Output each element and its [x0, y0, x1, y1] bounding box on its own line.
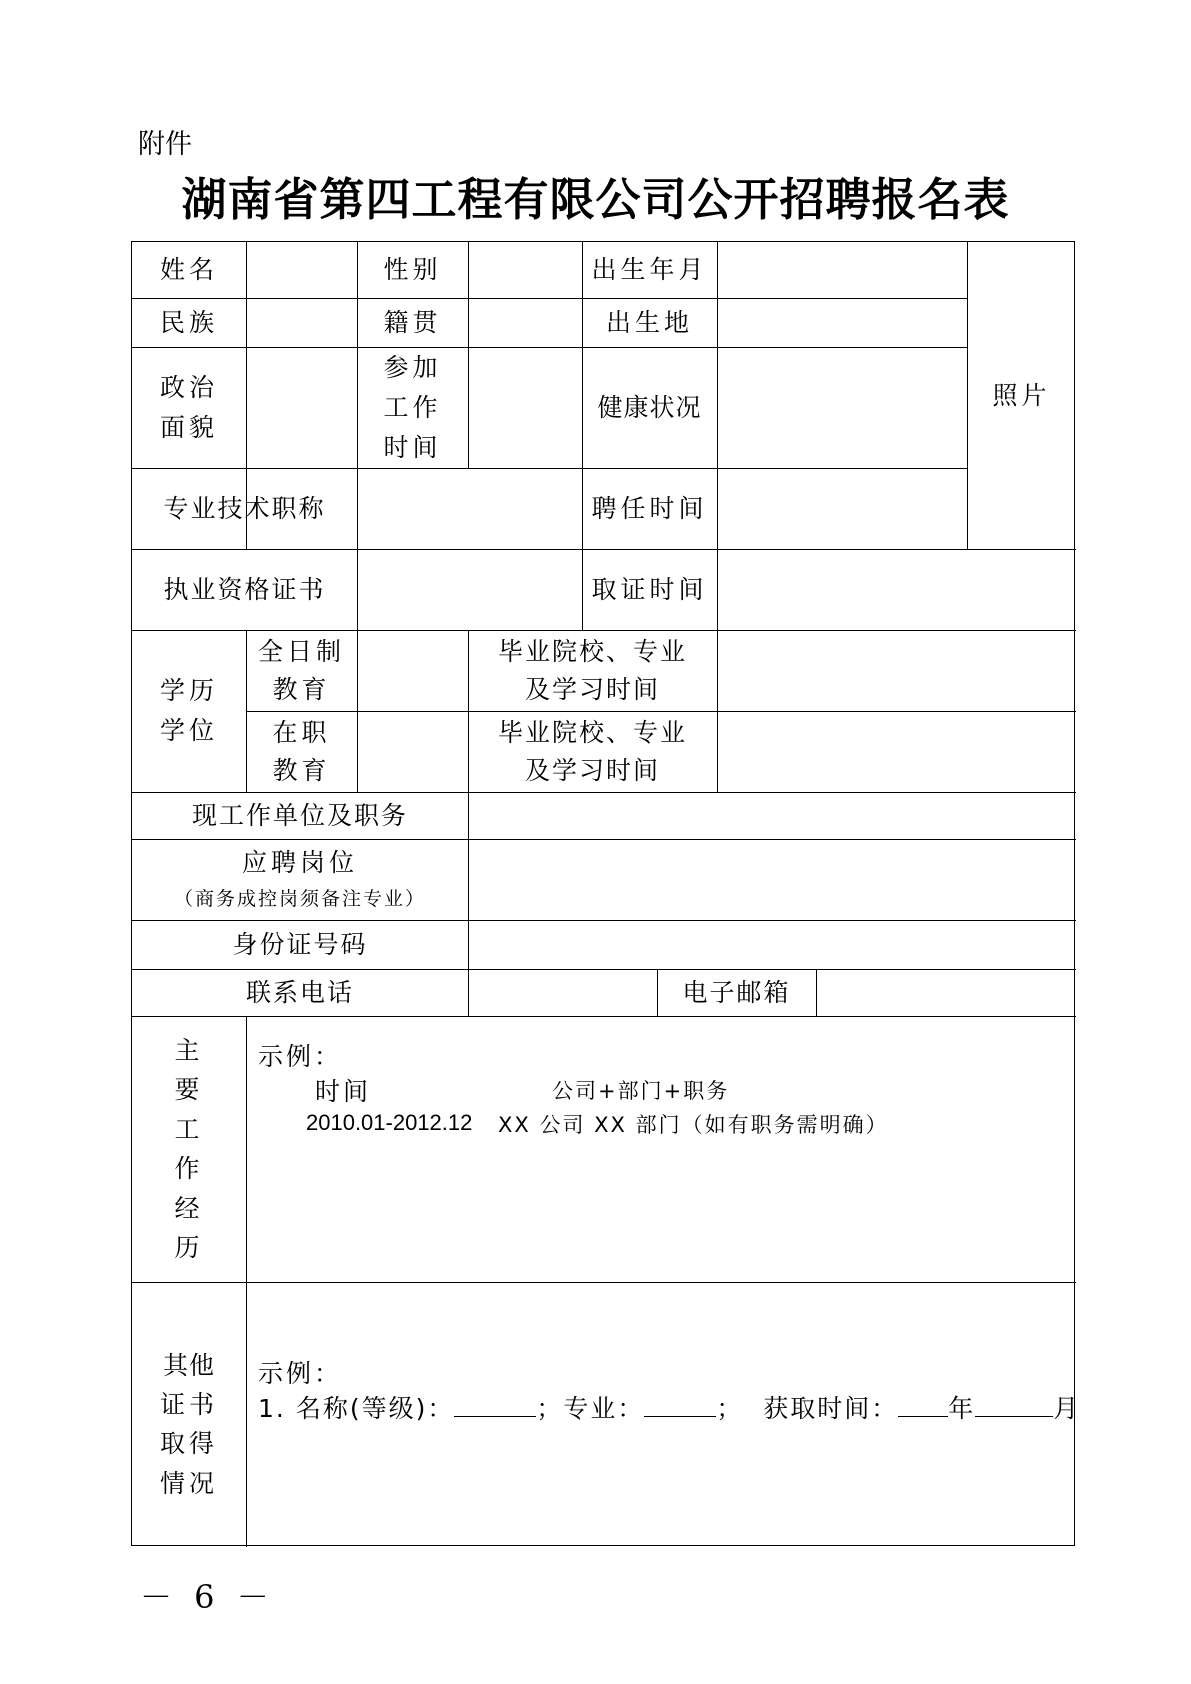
- position-note: （商务成控岗须备注专业）: [173, 887, 426, 910]
- current-job-label: 现工作单位及职务: [191, 800, 408, 830]
- work-history-label: 主 要 工 作 经 历: [174, 1035, 204, 1262]
- work-example-col-time: 时间: [315, 1077, 372, 1106]
- ethnicity-label: 民族: [159, 307, 218, 337]
- cert-time-label: ； 获取时间：: [716, 1394, 899, 1423]
- photo-label: 照片: [992, 380, 1051, 410]
- cert-name-label: 名称(等级)：: [295, 1394, 455, 1423]
- cert-item-number: 1.: [258, 1394, 286, 1423]
- degree-label: 学历 学位: [159, 676, 218, 745]
- other-certs-label-bottom: 证书 取得 情况: [159, 1389, 218, 1498]
- cert-year-label: 年: [948, 1394, 976, 1423]
- position-label: 应聘岗位: [241, 848, 358, 877]
- cert-time-label: 取证时间: [591, 574, 708, 604]
- inservice-education-label: 在职 教育: [272, 718, 331, 785]
- work-example-entry: XX 公司 XX 部门（如有职务需明确）: [498, 1113, 889, 1137]
- cert-year-blank: [898, 1394, 948, 1417]
- work-example-prefix: 示例：: [258, 1042, 343, 1071]
- name-label: 姓名: [159, 255, 218, 284]
- birthplace-label: 出生地: [605, 307, 693, 337]
- page-number: － 6 －: [140, 1578, 275, 1616]
- cert-month-blank: [975, 1394, 1053, 1417]
- gender-label: 性别: [383, 255, 442, 284]
- cert-example-line: [258, 1389, 1080, 1425]
- work-example-date-range: 2010.01-2012.12: [306, 1110, 473, 1135]
- tech-title-label: 专业技术职称: [163, 493, 326, 523]
- cert-month-label: 月: [1053, 1394, 1081, 1423]
- political-status-label: 政治 面貌: [159, 372, 218, 442]
- registration-form: [131, 241, 1081, 1546]
- work-start-label: 参加 工作 时间: [383, 352, 442, 462]
- certificate-label: 执业资格证书: [163, 574, 326, 604]
- cert-name-blank: [454, 1394, 536, 1417]
- id-number-label: 身份证号码: [232, 929, 368, 959]
- phone-label: 联系电话: [245, 977, 354, 1007]
- cert-major-blank: [644, 1394, 716, 1417]
- email-label: 电子邮箱: [682, 977, 791, 1007]
- fulltime-school-label: 毕业院校、专业 及学习时间: [497, 637, 687, 704]
- work-example-col-company: 公司+部门+职务: [552, 1079, 730, 1103]
- cert-major-label: ；专业：: [536, 1394, 645, 1423]
- inservice-school-label: 毕业院校、专业 及学习时间: [497, 718, 687, 785]
- appointment-time-label: 聘任时间: [591, 493, 708, 523]
- form-title: 湖南省第四工程有限公司公开招聘报名表: [181, 173, 1010, 226]
- cert-example-prefix: 示例：: [258, 1359, 343, 1388]
- health-label: 健康状况: [597, 392, 702, 422]
- fulltime-education-label: 全日制 教育: [257, 637, 345, 704]
- birth-date-label: 出生年月: [591, 255, 708, 284]
- attachment-label: 附件: [138, 129, 192, 160]
- native-place-label: 籍贯: [383, 307, 442, 337]
- other-certs-label-top: 其他: [162, 1351, 215, 1380]
